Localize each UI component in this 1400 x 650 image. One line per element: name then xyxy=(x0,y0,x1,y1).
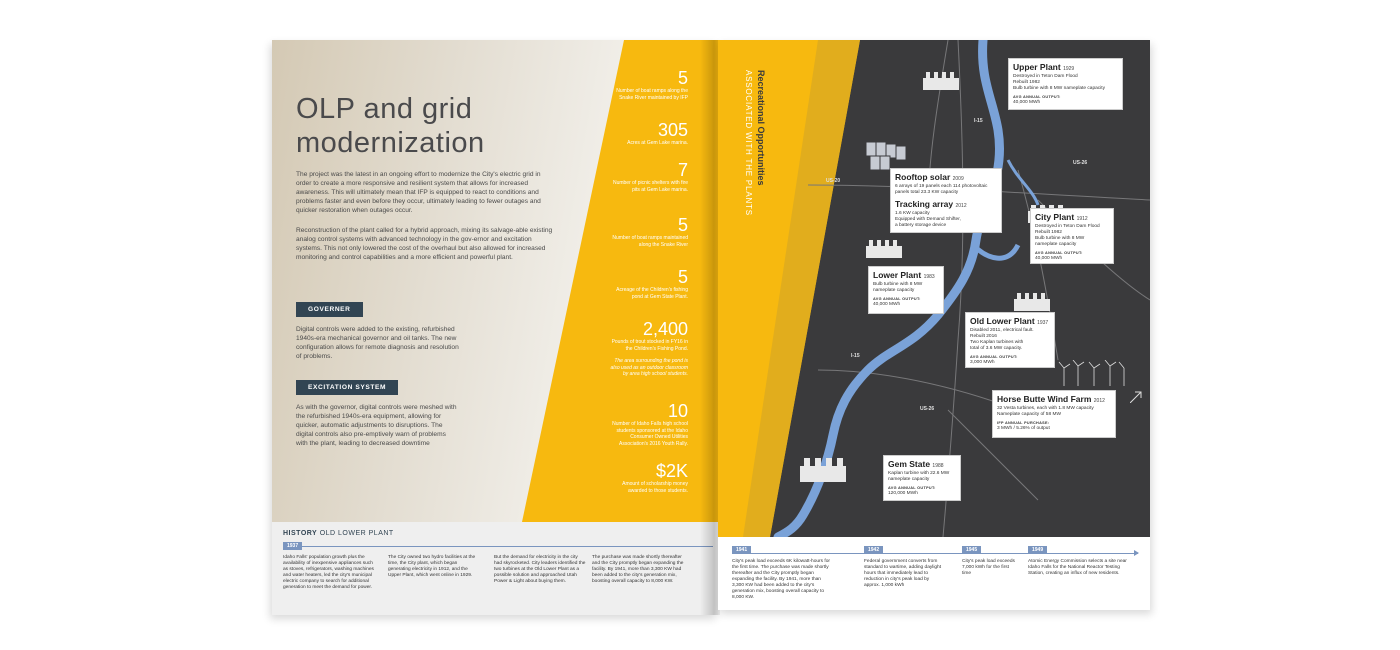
timeline-year-badge: 1942 xyxy=(864,546,883,554)
governor-tag: GOVERNER xyxy=(296,302,363,317)
plant-card-upper: Upper Plant 1929 Destroyed in Teton Dam Flood Rebuilt 1982 Bulb turbine with 8 MW nameplate capacity AVG ANNUAL OUTPUT: 40,000 MWh xyxy=(1008,58,1123,110)
stats-column xyxy=(608,68,688,494)
stat-item: 5 Number of boat ramps along the Snake River maintained by IFP xyxy=(616,68,688,101)
stat-item: 305 Acres at Gem Lake marina. xyxy=(627,120,688,146)
excitation-tag: EXCITATION SYSTEM xyxy=(296,380,398,395)
timeline-rule xyxy=(732,553,1138,554)
road-label: I-15 xyxy=(974,118,983,124)
intro-paragraph: The project was the latest in an ongoing effort to modernize the City's electric grid in order to create a more responsive and resilient system that allows for increased awareness. This will ultimately mean that IFP is equipped to react to conditions and problems faster and even before they occur, ultimately leading to fewer outages and quicker restoration when outages occur. xyxy=(296,171,541,214)
timeline-entry: Federal government converts from standard to wartime, adding daylight hours that immediately lead to reduction in city's peak load by approx. 1,000 kWh xyxy=(864,559,942,588)
plant-card-gem-state: Gem State 1988 Kaplan turbine with 22.6 MW nameplate capacity AVG ANNUAL OUTPUT: 120,000 MWh xyxy=(883,455,961,501)
timeline-entry: City's peak load exceeds 6K kilowatt-hours for the first time. The purchase was made shortly thereafter and the City promptly began expanding the facility. By 1941, more than 3,300 KW had been added to the city's generation mix, boosting overall capacity to 8,000 KW. xyxy=(732,559,830,600)
arrow-icon xyxy=(1130,390,1142,402)
excitation-text: As with the governor, digital controls were meshed with the refurbished 1940s-era equipment, allowing for quicker, automatic adjustments to disruptions. The digital controls also pre-emptively warn of problems with the plant, leading to decreased downtime xyxy=(296,404,457,447)
timeline-year-badge: 1949 xyxy=(1028,546,1047,554)
plant-card-city: City Plant 1912 Destroyed in Teton Dam Flood Rebuilt 1982 Bulb turbine with 8 MW nameplate capacity AVG ANNUAL OUTPUT: 40,000 MWh xyxy=(1030,208,1114,264)
timeline-arrow-icon xyxy=(1134,550,1139,556)
history-band xyxy=(272,522,718,615)
plant-card-solar: Rooftop solar 2009 6 arrays of 19 panels each 114 photovoltaic panels total 23.3 KW capacity Tracking array 2012 1.6 KW capacity Equipped with Demand Shifter, a battery storage device xyxy=(890,168,1002,233)
timeline-entry: Atomic Energy Commission selects a site near Idaho Falls for the National Reactor Testing Station, creating an influx of new residents. xyxy=(1028,559,1127,576)
history-year-badge: 1937 xyxy=(283,542,302,550)
history-col-3: But the demand for electricity in the city had skyrocketed. City leaders identified the two turbines at the Old Lower Plant as a possible solution and approached Utah Power & Light about buying them. xyxy=(494,555,586,584)
history-rule xyxy=(283,546,713,547)
timeline-year-badge: 1941 xyxy=(732,546,751,554)
dam-icon xyxy=(866,240,902,258)
page-title: OLP and grid modernization xyxy=(296,93,485,159)
stat-item: 2,400 Pounds of trout stocked in FY16 in the Children's Fishing Pond. The area surrounding the pond is also used as an outdoor classroom by area high school students. xyxy=(610,319,688,377)
stat-item: $2K Amount of scholarship money awarded to those students. xyxy=(622,461,688,494)
plant-card-wind: Horse Butte Wind Farm 2012 32 Vesta turbines, each with 1.8 MW capacity Nameplate capacity of 58 MW IFP ANNUAL PURCHASE: 3 MWh / 5.26% of output xyxy=(992,390,1116,438)
history-col-4: The purchase was made shortly thereafter and the City promptly began expanding the facility. By 1941, more than 3,300 KW had been added to the city's generation mix, boosting overall capacity to 8,000 KW. xyxy=(592,555,684,584)
stat-item: 5 Number of boat ramps maintained along the Snake River xyxy=(612,215,688,248)
timeline-entry: City's peak load exceeds 7,000 kWh for the first time xyxy=(962,559,1015,576)
road-label: I-15 xyxy=(851,353,860,359)
stat-item: 7 Number of picnic shelters with fire pits at Gem Lake marina. xyxy=(612,160,688,193)
spine-shadow xyxy=(700,40,720,615)
stat-item: 10 Number of Idaho Falls high school students sponsored at the Idaho Consumer Owned Utilities Association's 2016 Youth Rally. xyxy=(612,401,688,447)
wind-turbine-icon xyxy=(1058,360,1130,386)
dam-icon xyxy=(1014,293,1050,311)
road-label: US-26 xyxy=(920,406,935,412)
road-label: US-26 xyxy=(1073,160,1088,166)
plant-card-lower: Lower Plant 1983 Bulb turbine with 8 MW nameplate capacity AVG ANNUAL OUTPUT: 40,000 MWh xyxy=(868,266,944,314)
timeline-band xyxy=(718,537,1150,610)
history-col-2: The City owned two hydro facilities at the time, the City plant, which began generating electricity in 1912, and the Upper Plant, which went online in 1929. xyxy=(388,555,476,578)
left-page xyxy=(272,40,718,615)
dam-icon xyxy=(800,458,846,482)
road-label: US-20 xyxy=(826,178,841,184)
governor-text: Digital controls were added to the existing, refurbished 1940s-era mechanical governor and oil tanks. The new configuration allows for remote diagnosis and resolution of problems. xyxy=(296,326,459,360)
reconstruction-paragraph: Reconstruction of the plant called for a hybrid approach, mixing its salvage-able existing analog control systems with advanced technology in the gov-ernor and excitation systems. This not only lowered the cost of the overhaul but also allowed for increased monitoring and control capabilities and a more efficient and powerful plant. xyxy=(296,227,553,261)
dam-icon xyxy=(923,72,959,90)
recreation-subtitle: ASSOCIATED WITH THE PLANTS xyxy=(744,70,753,216)
plant-card-old-lower: Old Lower Plant 1937 Disabled 2011, electrical fault. Rebuilt 2016 Two Kaplan turbines with total of 3.6 MW capacity. AVG ANNUAL OUTPUT: 3,000 MWh xyxy=(965,312,1055,368)
stat-item: 5 Acreage of the Children's fishing pond at Gem State Plant. xyxy=(616,267,688,300)
recreation-title: Recreational Opportunities xyxy=(756,70,766,186)
history-heading: HISTORY OLD LOWER PLANT xyxy=(283,530,394,537)
history-col-1: Idaho Falls' population growth plus the availability of inexpensive appliances such as stoves, refrigerators, washing machines and water heaters, led the city's municipal electric company to search for additional generation to meet the demand for power. xyxy=(283,555,374,590)
right-page xyxy=(718,40,1150,610)
timeline-year-badge: 1945 xyxy=(962,546,981,554)
